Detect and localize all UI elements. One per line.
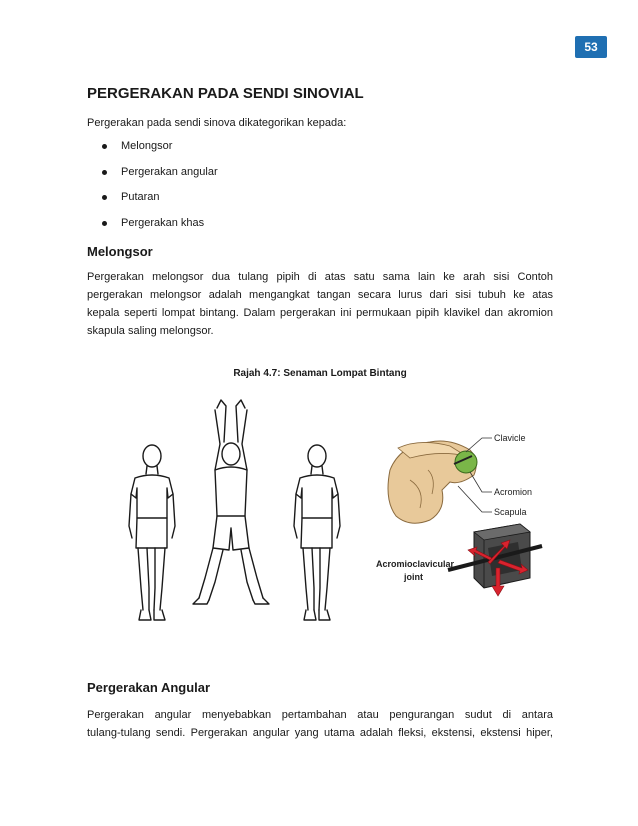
section-heading-angular: Pergerakan Angular [87,680,211,695]
paragraph-line: Pergerakan melongsor dua tulang pipih di atas satu sama lain ke arah sisi Contoh [87,271,553,283]
bullet-icon [102,170,107,175]
clavicle-label: Clavicle [494,433,526,443]
bullet-icon [102,195,107,200]
category-list [87,137,218,239]
list-item: Pergerakan khas [87,214,218,240]
scapula-leader-line [458,486,492,512]
list-item: Putaran [87,188,218,214]
paragraph-line: skapula saling melongsor. [87,325,214,337]
list-item: Melongsor [87,137,218,163]
figure-caption: Rajah 4.7: Senaman Lompat Bintang [233,368,407,379]
figure-jumping-middle [193,400,269,604]
paragraph-line: kepala seperti lompat bintang. Dalam pergerakan ini permukaan pipih klavikel dan akromion [87,307,553,319]
paragraph-line: Pergerakan angular menyebabkan pertambahan atau pengurangan sudut di antara [87,709,553,721]
joint-label-line-2: joint [404,572,423,582]
scapula-label: Scapula [494,507,527,517]
page-number-badge: 53 [575,36,607,58]
section-heading-melongsor: Melongsor [87,244,153,259]
bullet-icon [102,221,107,226]
intro-text: Pergerakan pada sendi sinova dikategorikan kepada: [87,117,347,129]
paragraph-line: pergerakan melongsor adalah mengangkat tangan secara lurus dari sisi tubuh ke atas [87,289,553,301]
list-item: Pergerakan angular [87,163,218,189]
paragraph-line: tulang-tulang sendi. Pergerakan angular yang utama adalah fleksi, ekstensi, ekstensi hiper, [87,727,553,739]
bullet-icon [102,144,107,149]
acromioclavicular-joint-diagram [370,420,550,610]
acromion-label: Acromion [494,487,533,497]
page-title: PERGERAKAN PADA SENDI SINOVIAL [87,85,364,102]
joint-label-line-1: Acromioclavicular [376,559,455,569]
figure-standing-right [294,445,340,620]
jumping-jack-illustration [105,398,360,628]
figure-standing-left [129,445,175,620]
